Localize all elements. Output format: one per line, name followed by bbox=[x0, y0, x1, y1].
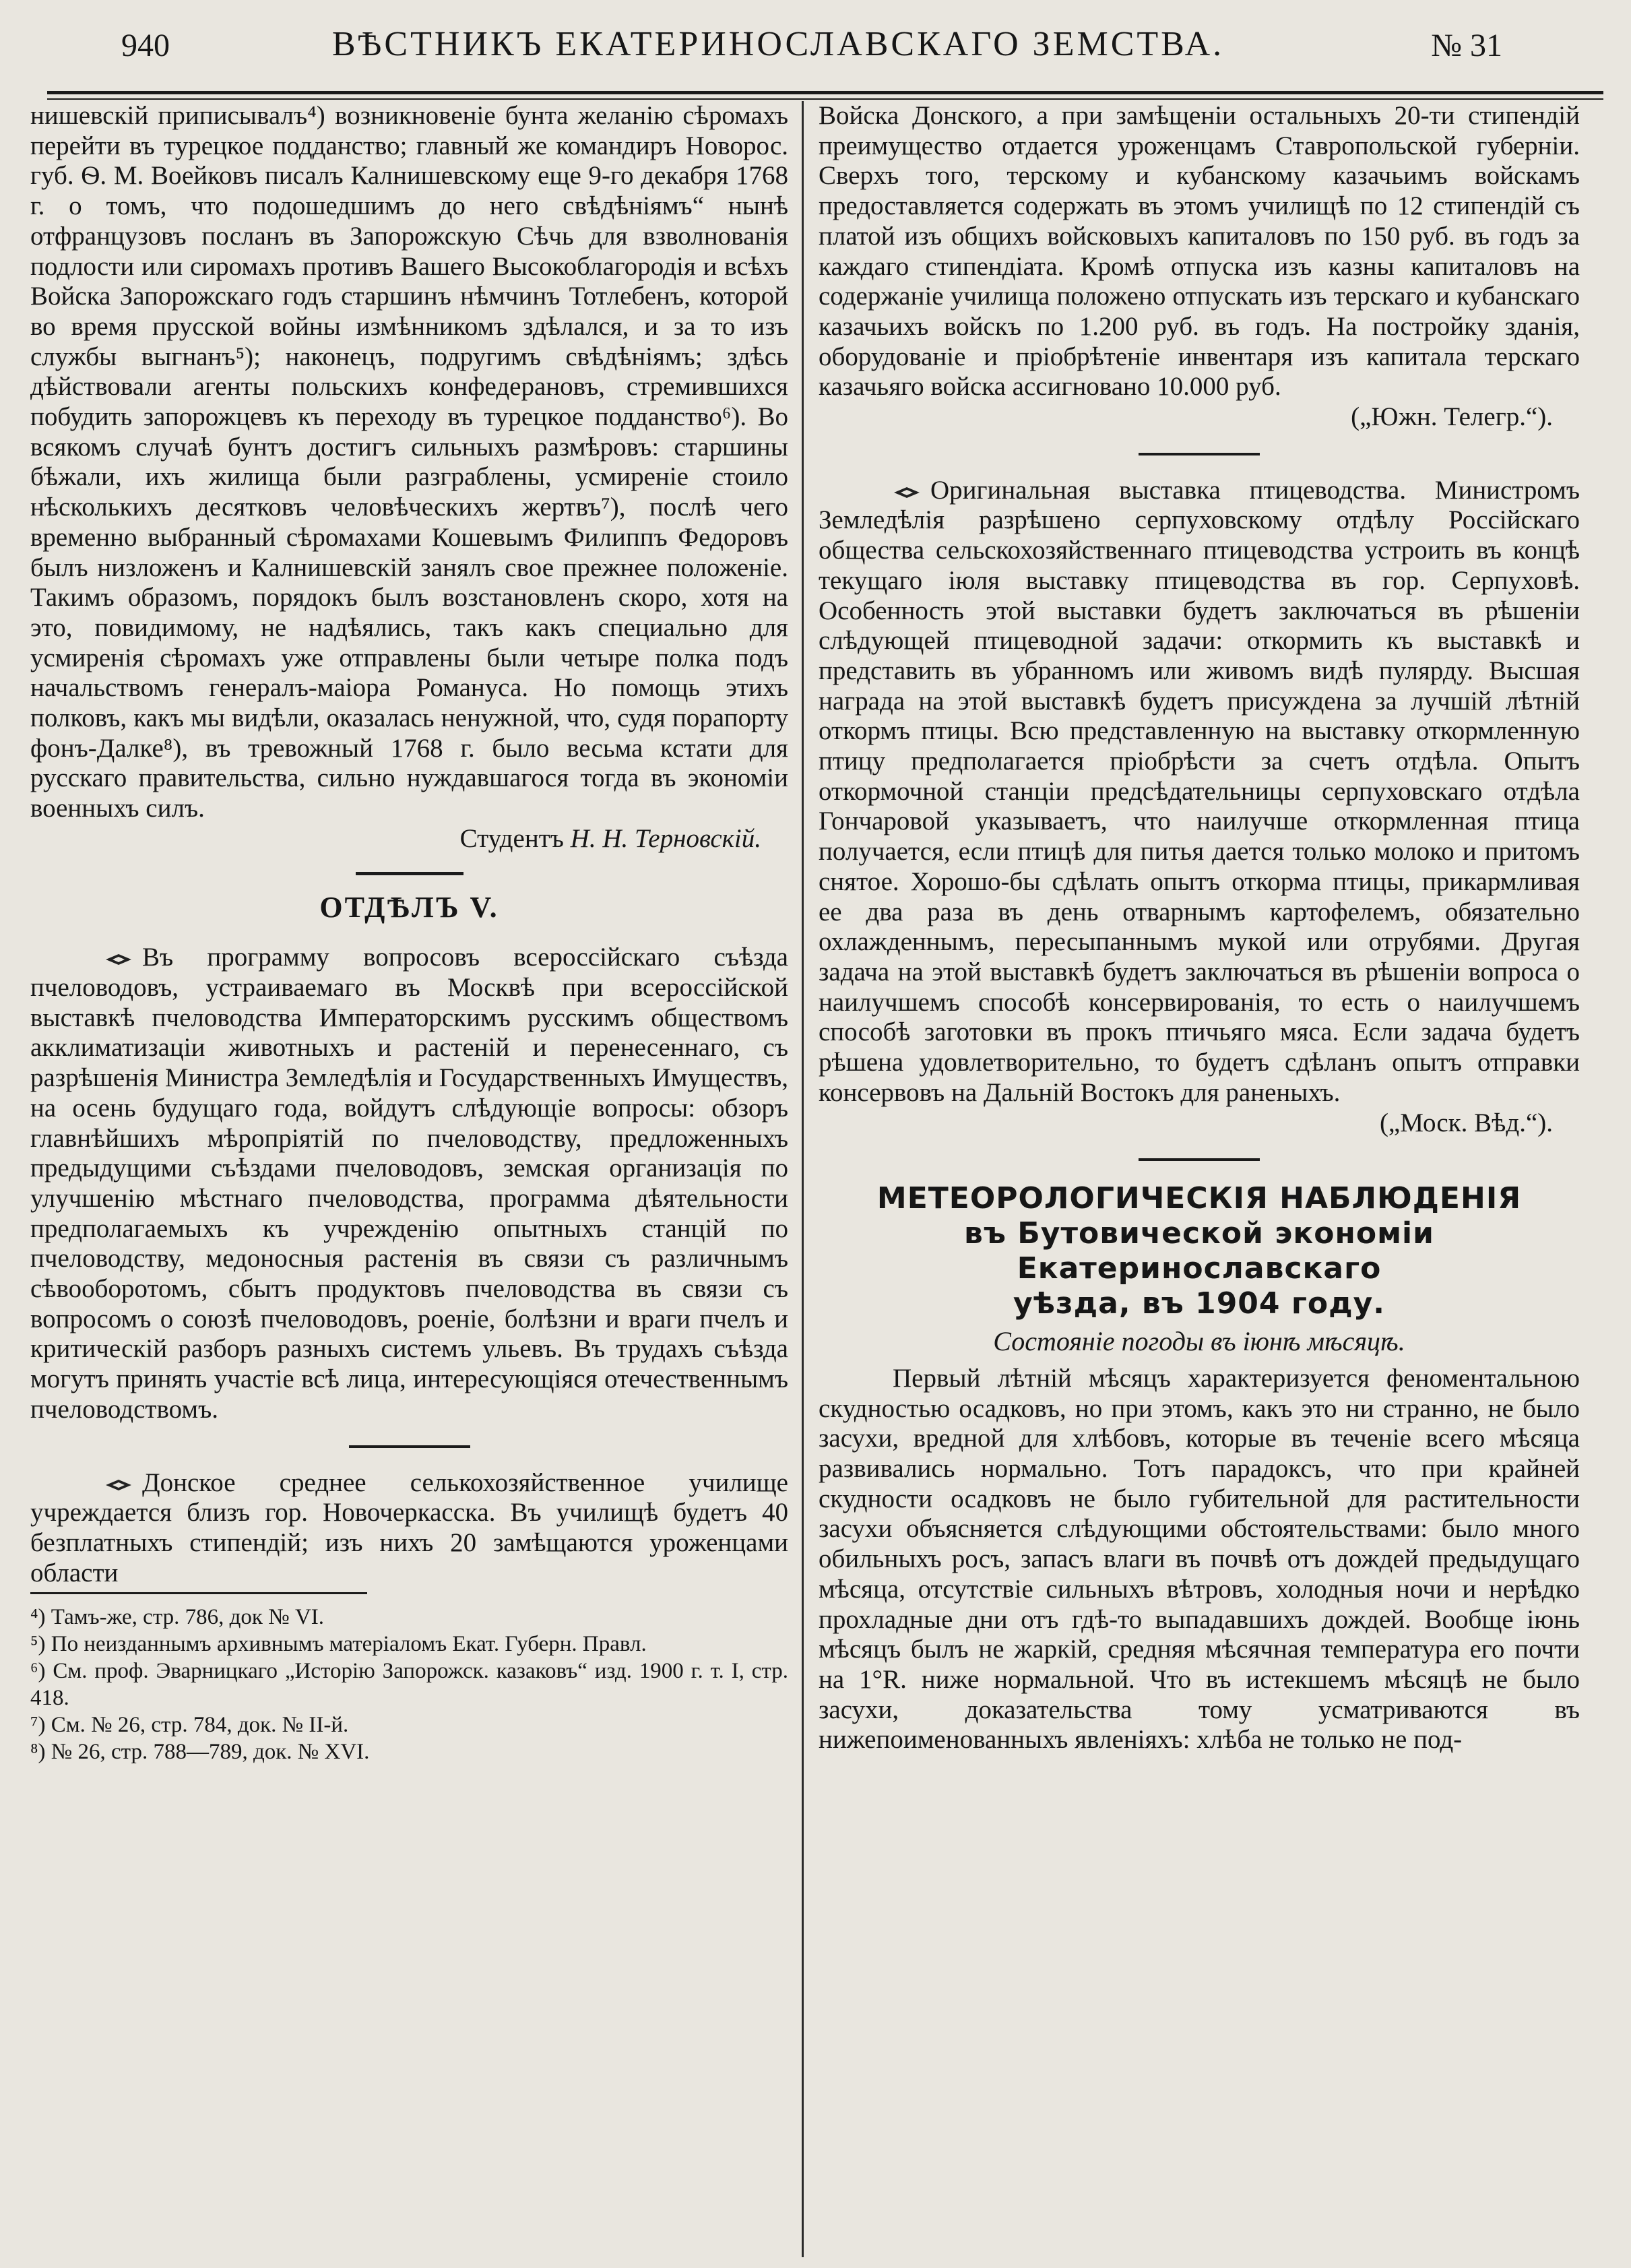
signature-name: Н. Н. Терновскій. bbox=[570, 823, 761, 853]
meteorology-title-line: уѣзда, въ 1904 году. bbox=[1013, 1286, 1386, 1321]
bullet-ornament-icon bbox=[104, 1478, 133, 1492]
footnote: ⁷) См. № 26, стр. 784, док. № II-й. bbox=[30, 1713, 349, 1738]
news-item-text: Въ программу вопросовъ всероссійскаго съѣзда пчеловодовъ, устраиваемаго въ Москвѣ при всероссійской выставкѣ пчеловодства Императорскимъ русскимъ обществомъ акклиматизаціи животныхъ и растеній и перенесеннаго, съ разрѣшенія Министра Земледѣлія и Государственныхъ Имуществъ, на осень будущаго года, войдутъ слѣдующіе вопросы: обзоръ главнѣйшихъ мѣропріятій по пчеловодству, предложенныхъ предыдущими съѣздами пчеловодовъ, земская организація по улучшенію мѣстнаго пчеловодства, программа дѣятельности предполагаемыхъ къ учрежденію опытныхъ станцій по пчеловодству, медоносныя растенія въ связи съ различнымъ сѣвооборотомъ, сбытъ продуктовъ пчеловодства въ связи съ вопросомъ о союзѣ пчеловодовъ, роеніе, болѣзни и враги пчелъ и критическій разборъ разныхъ системъ ульевъ. Въ трудахъ съѣзда могутъ принять участіе всѣ лица, интересующіяся отечественнымъ пчеловодствомъ. bbox=[30, 943, 788, 1424]
signature bbox=[30, 824, 761, 854]
section-title: ОТДѢЛЪ V. bbox=[319, 890, 499, 924]
meteorology-title-line: въ Бутовической экономіи Екатеринославскаго bbox=[964, 1216, 1434, 1286]
issue-number: № 31 bbox=[1431, 28, 1502, 63]
item-rule bbox=[349, 1445, 470, 1448]
column-divider bbox=[802, 101, 804, 2257]
footnote: ⁸) № 26, стр. 788—789, док. № XVI. bbox=[30, 1740, 370, 1765]
item-rule bbox=[1139, 453, 1260, 455]
meteorology-title bbox=[819, 1181, 1580, 1321]
news-item-poultry bbox=[819, 476, 1580, 1108]
item-rule bbox=[1139, 1158, 1260, 1161]
article-text: Войска Донского, а при замѣщеніи остальныхъ 20-ти стипендій преимущество отдается уроженцамъ Ставропольской губерніи. Сверхъ того, терскому и кубанскому казачьимъ войскамъ предоставляется содержать въ этомъ училищѣ по 12 стипендій съ платой изъ общихъ войсковыхъ капиталовъ по 150 руб. въ годъ за каждаго стипендіата. Кромѣ отпуска изъ казны капиталовъ на содержаніе училища положено отпускать изъ терскаго и кубанскаго казачьихъ войскъ по 1.200 руб. въ годъ. На постройку зданія, оборудованіе и пріобрѣтеніе инвентаря изъ капитала терскаго казачьяго войска ассигновано 10.000 руб. bbox=[819, 101, 1580, 402]
meteorology-text: Первый лѣтній мѣсяцъ характеризуется феноментальною скудностью осадковъ, но при этомъ, какъ это ни странно, не было засухи, вредной для хлѣбовъ, которые въ теченіе всего мѣсяца развивались нормально. Тотъ парадоксъ, что при крайней скудности осадковъ не было губительной для растительности засухи объясняется слѣдующими обстоятельствами: было много обильныхъ росъ, запасъ влаги въ почвѣ отъ дождей предыдущаго мѣсяца, отсутствіе сильныхъ вѣтровъ, холодныя ночи и нерѣдко прохладные дни отъ гдѣ-то выпадавшихъ дождей. Вообще іюнь мѣсяцъ былъ не жаркій, средняя мѣсячная температура его почти на 1°R. ниже нормальной. Что въ истекшемъ мѣсяцѣ не было засухи, доказательства тому усматриваются въ нижепоименованныхъ явленіяхъ: хлѣба не только не под- bbox=[819, 1363, 1580, 1755]
bullet-ornament-icon bbox=[104, 953, 133, 966]
news-item-text: Донское среднее селькохозяйственное училище учреждается близъ гор. Новочеркасска. Въ училищѣ будетъ 40 безплатныхъ стипендій; изъ нихъ 20 замѣщаются уроженцами области bbox=[30, 1468, 788, 1587]
meteorology-title-line: МЕТЕОРОЛОГИЧЕСКІЯ НАБЛЮДЕНІЯ bbox=[876, 1181, 1522, 1216]
page-number: 940 bbox=[121, 28, 170, 63]
bullet-ornament-icon bbox=[893, 486, 921, 499]
signature-label: Студентъ bbox=[459, 823, 564, 853]
left-column bbox=[30, 101, 788, 1765]
source-citation: („Южн. Телегр.“). bbox=[1351, 402, 1553, 432]
news-item-beekeeping bbox=[30, 943, 788, 1424]
news-item-don-school bbox=[30, 1468, 788, 1589]
footnote: ⁵) По неизданнымъ архивнымъ матеріаломъ Екат. Губерн. Правл. bbox=[30, 1632, 647, 1657]
news-item-text: Оригинальная выставка птицеводства. Министромъ Земледѣлія разрѣшено серпуховскому отдѣлу Россійскаго общества сельскохозяйственнаго птицеводства устроить въ концѣ текущаго іюля выставку птицеводства въ гор. Серпуховѣ. Особенность этой выставки будетъ заключаться въ рѣшеніи слѣдующей птицеводной задачи: откормить къ выставкѣ и представить въ убранномъ или живомъ видѣ пулярду. Высшая награда на этой выставкѣ будетъ присуждена за лучшій лѣтній откормъ птицы. Всю представленную на выставку откормленную птицу предполагается пріобрѣсти за счетъ отдѣла. Опытъ откормочной станціи предсѣдательницы серпуховскаго отдѣла Гончаровой указываетъ, что наилучше откормленная птица получается, если птицѣ для питья дается только молоко и притомъ снятое. Хорошо-бы сдѣлать опытъ откорма птицы, прикармливая ее два раза въ день отварнымъ картофелемъ, обязательно охлажденнымъ, пересыпаннымъ мукой или отрубями. Другая задача на этой выставкѣ будетъ заключаться въ рѣшеніи вопроса о наилучшемъ способѣ консервированія, то есть о наилучшемъ способѣ заготовки въ прокъ птичьяго мяса. Если задача будетъ рѣшена удовлетворительно, то будетъ сдѣланъ опытъ отправки консервовъ на Дальній Востокъ для раненыхъ. bbox=[819, 475, 1580, 1107]
header-rule bbox=[47, 91, 1603, 100]
source-citation: („Моск. Вѣд.“). bbox=[1379, 1108, 1553, 1137]
page-header bbox=[47, 20, 1509, 81]
footnote: ⁶) См. проф. Эварницкаго „Исторію Запорожск. казаковъ“ изд. 1900 г. т. I, стр. 418. bbox=[30, 1659, 788, 1711]
footnote-rule bbox=[30, 1592, 367, 1594]
meteorology-subtitle: Состояніе погоды въ іюнѣ мѣсяцѣ. bbox=[993, 1326, 1405, 1357]
article-text: нишевскій приписывалъ⁴) возникновеніе бунта желанію сѣромахъ перейти въ турецкое подданство; главный же командиръ Новорос. губ. Ѳ. М. Воейковъ писалъ Калнишевскому еще 9-го декабря 1768 г. о томъ, что подошедшимъ до него свѣдѣніямъ“ нынѣ отфранцузовъ посланъ въ Запорожскую Сѣчь для взволнованія подлости или сиромахъ противъ Вашего Высокоблагородія и всѣхъ Войска Запорожскаго годъ старшинъ нѣмчинъ Тотлебенъ, которой во время прусской войны измѣнникомъ здѣлался, и за то изъ службы выгнанъ⁵); наконецъ, подругимъ свѣдѣніямъ; здѣсь дѣйствовали агенты польскихъ конфедерановъ, стремившихся побудить запорожцевъ къ переходу въ турецкое подданство⁶). Во всякомъ случаѣ бунтъ достигъ сильныхъ размѣровъ: старшины бѣжали, ихъ жилища были разграблены, усмиреніе стоило нѣсколькихъ десятковъ человѣческихъ жертвъ⁷), послѣ чего временно выбранный сѣромахами Кошевымъ Филиппъ Федоровъ былъ низложенъ и Калнишевскій занялъ свое прежнее положеніе. Такимъ образомъ, порядокъ былъ возстановленъ скоро, хотя на это, повидимому, не надѣялись, такъ какъ специально для усмиренія сѣромахъ уже отправлены были четыре полка подъ начальствомъ генералъ-маіора Романуса. Но помощь этихъ полковъ, какъ мы видѣли, оказалась ненужной, что, судя порапорту фонъ-Далке⁸), въ тревожный 1768 г. было весьма кстати для русскаго правительства, сильно нуждавшагося тогда въ экономіи военныхъ силъ. bbox=[30, 101, 788, 823]
footnotes bbox=[30, 1592, 788, 1765]
section-rule bbox=[356, 872, 463, 875]
journal-title: ВѢСТНИКЪ ЕКАТЕРИНОСЛАВСКАГО ЗЕМСТВА. bbox=[331, 25, 1225, 63]
right-column bbox=[819, 101, 1580, 1755]
footnote: ⁴) Тамъ-же, стр. 786, док № VI. bbox=[30, 1605, 325, 1630]
